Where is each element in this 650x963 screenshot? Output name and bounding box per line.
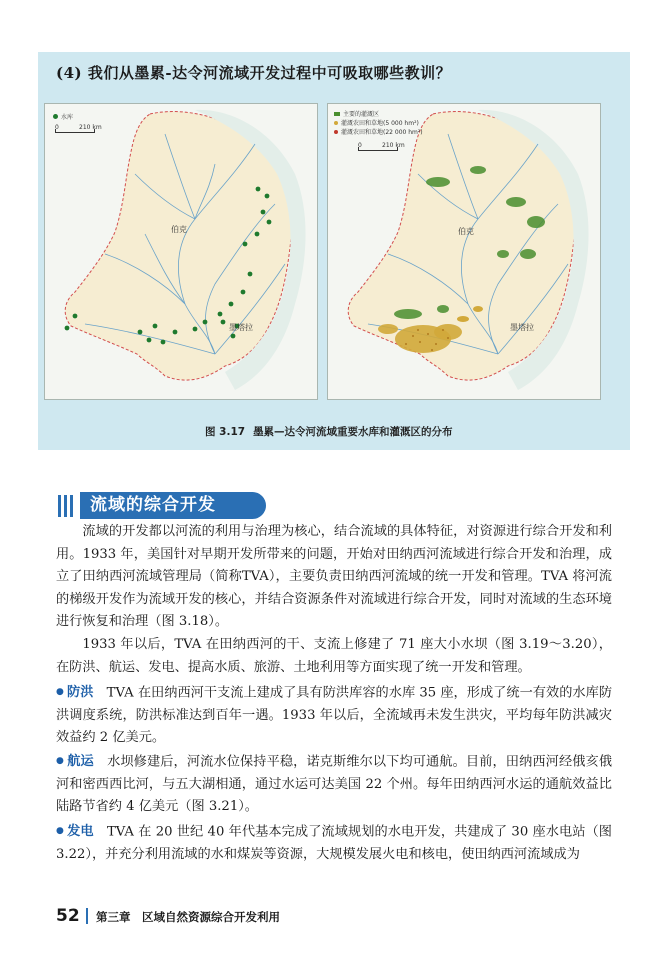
legend-item1: 灌溉农田和草地(5 000 hm²) [341, 120, 419, 127]
irrigation-map [327, 103, 601, 400]
paragraph-shipping [56, 750, 612, 819]
reservoir-map-graphic [45, 104, 317, 399]
heading-stripes-icon [58, 495, 76, 517]
paragraph-shipping-text: 水坝修建后，河流水位保持平稳，诺克斯维尔以下均可通航。目前，田纳西河经俄亥俄河和密西西比河，与五大湖相通，通过水运可达美国 22 个州。每年田纳西河水运的通航效益比陆路节省约 4 亿美元（图 3.21）。 [56, 754, 613, 815]
section-title: 流域的综合开发 [80, 492, 266, 519]
legend-item1-icon [334, 121, 338, 125]
chapter-title: 第三章 区域自然资源综合开发利用 [96, 910, 280, 924]
caption-text: 墨累—达令河流域重要水库和灌溉区的分布 [253, 426, 453, 438]
caption-number: 图 3.17 [205, 426, 246, 438]
figure-caption [205, 424, 453, 439]
scale-start: 0 [358, 142, 362, 149]
reservoir-map [44, 103, 318, 400]
scale-end: 210 km [382, 142, 405, 149]
scale-end: 210 km [79, 124, 102, 131]
city-bourke: 伯克 [171, 225, 187, 234]
legend-title: 主要的灌溉区 [343, 111, 380, 118]
irrigation-legend [334, 110, 423, 137]
footer-separator [86, 908, 88, 924]
city-adelaide: 墨塔拉 [510, 323, 534, 332]
legend-item2-icon [334, 130, 338, 134]
city-bourke: 伯克 [458, 227, 474, 236]
paragraph-dams: 1933 年以后，TVA 在田纳西河的干、支流上修建了 71 座大小水坝（图 3.19～3.20），在防洪、航运、发电、提高水质、旅游、土地利用等方面实现了统一开发和管理。 [56, 637, 612, 675]
right-map-scale [358, 142, 405, 149]
city-adelaide: 墨塔拉 [229, 323, 253, 332]
paragraph-flood [56, 681, 612, 750]
keyword-shipping: ● 航运 [56, 754, 94, 769]
paragraph-flood-text: TVA 在田纳西河干支流上建成了具有防洪库容的水库 35 座，形成了统一有效的水库防洪调度系统，防洪标准达到百年一遇。1933 年以后，全流域再未发生洪灾，平均每年防洪减灾效益约 2 亿美元。 [56, 685, 613, 746]
reservoir-legend [53, 112, 73, 121]
left-map-scale [55, 124, 102, 131]
scale-start: 0 [55, 124, 59, 131]
paragraph-power [56, 820, 612, 866]
legend-reservoir-label: 水库 [61, 114, 74, 121]
question-text: (4) 我们从墨累-达令河流域开发过程中可吸取哪些教训？ [56, 64, 452, 82]
paragraph-power-text: TVA 在 20 世纪 40 年代基本完成了流域规划的水电开发，共建成了 30 座水电站（图 3.22），并充分利用流域的水和煤炭等资源，大规模发展火电和核电，使田纳西河流域成为 [56, 824, 612, 862]
keyword-flood: ● 防洪 [56, 685, 93, 700]
page-number: 52 [56, 906, 80, 926]
keyword-power: ● 发电 [56, 824, 94, 839]
paragraph-intro: 流域的开发都以河流的利用与治理为核心，结合流域的具体特征，对资源进行综合开发和利用。1933 年，美国针对早期开发所带来的问题，开始对田纳西河流域进行综合开发和治理，成立了田纳西河流域管理局（简称TVA），主要负责田纳西河流域的统一开发和管理。TVA 将河流的梯级开发作为流域开发的核心，并结合资源条件对流域进行综合开发，同时对流域的生态环境进行恢复和治理（图 3.18）。 [56, 524, 612, 629]
legend-item2: 灌溉农田和草地(22 000 hm²) [341, 129, 423, 136]
legend-title-icon [334, 112, 340, 116]
reservoir-legend-icon [53, 114, 58, 119]
page-footer [56, 906, 616, 928]
